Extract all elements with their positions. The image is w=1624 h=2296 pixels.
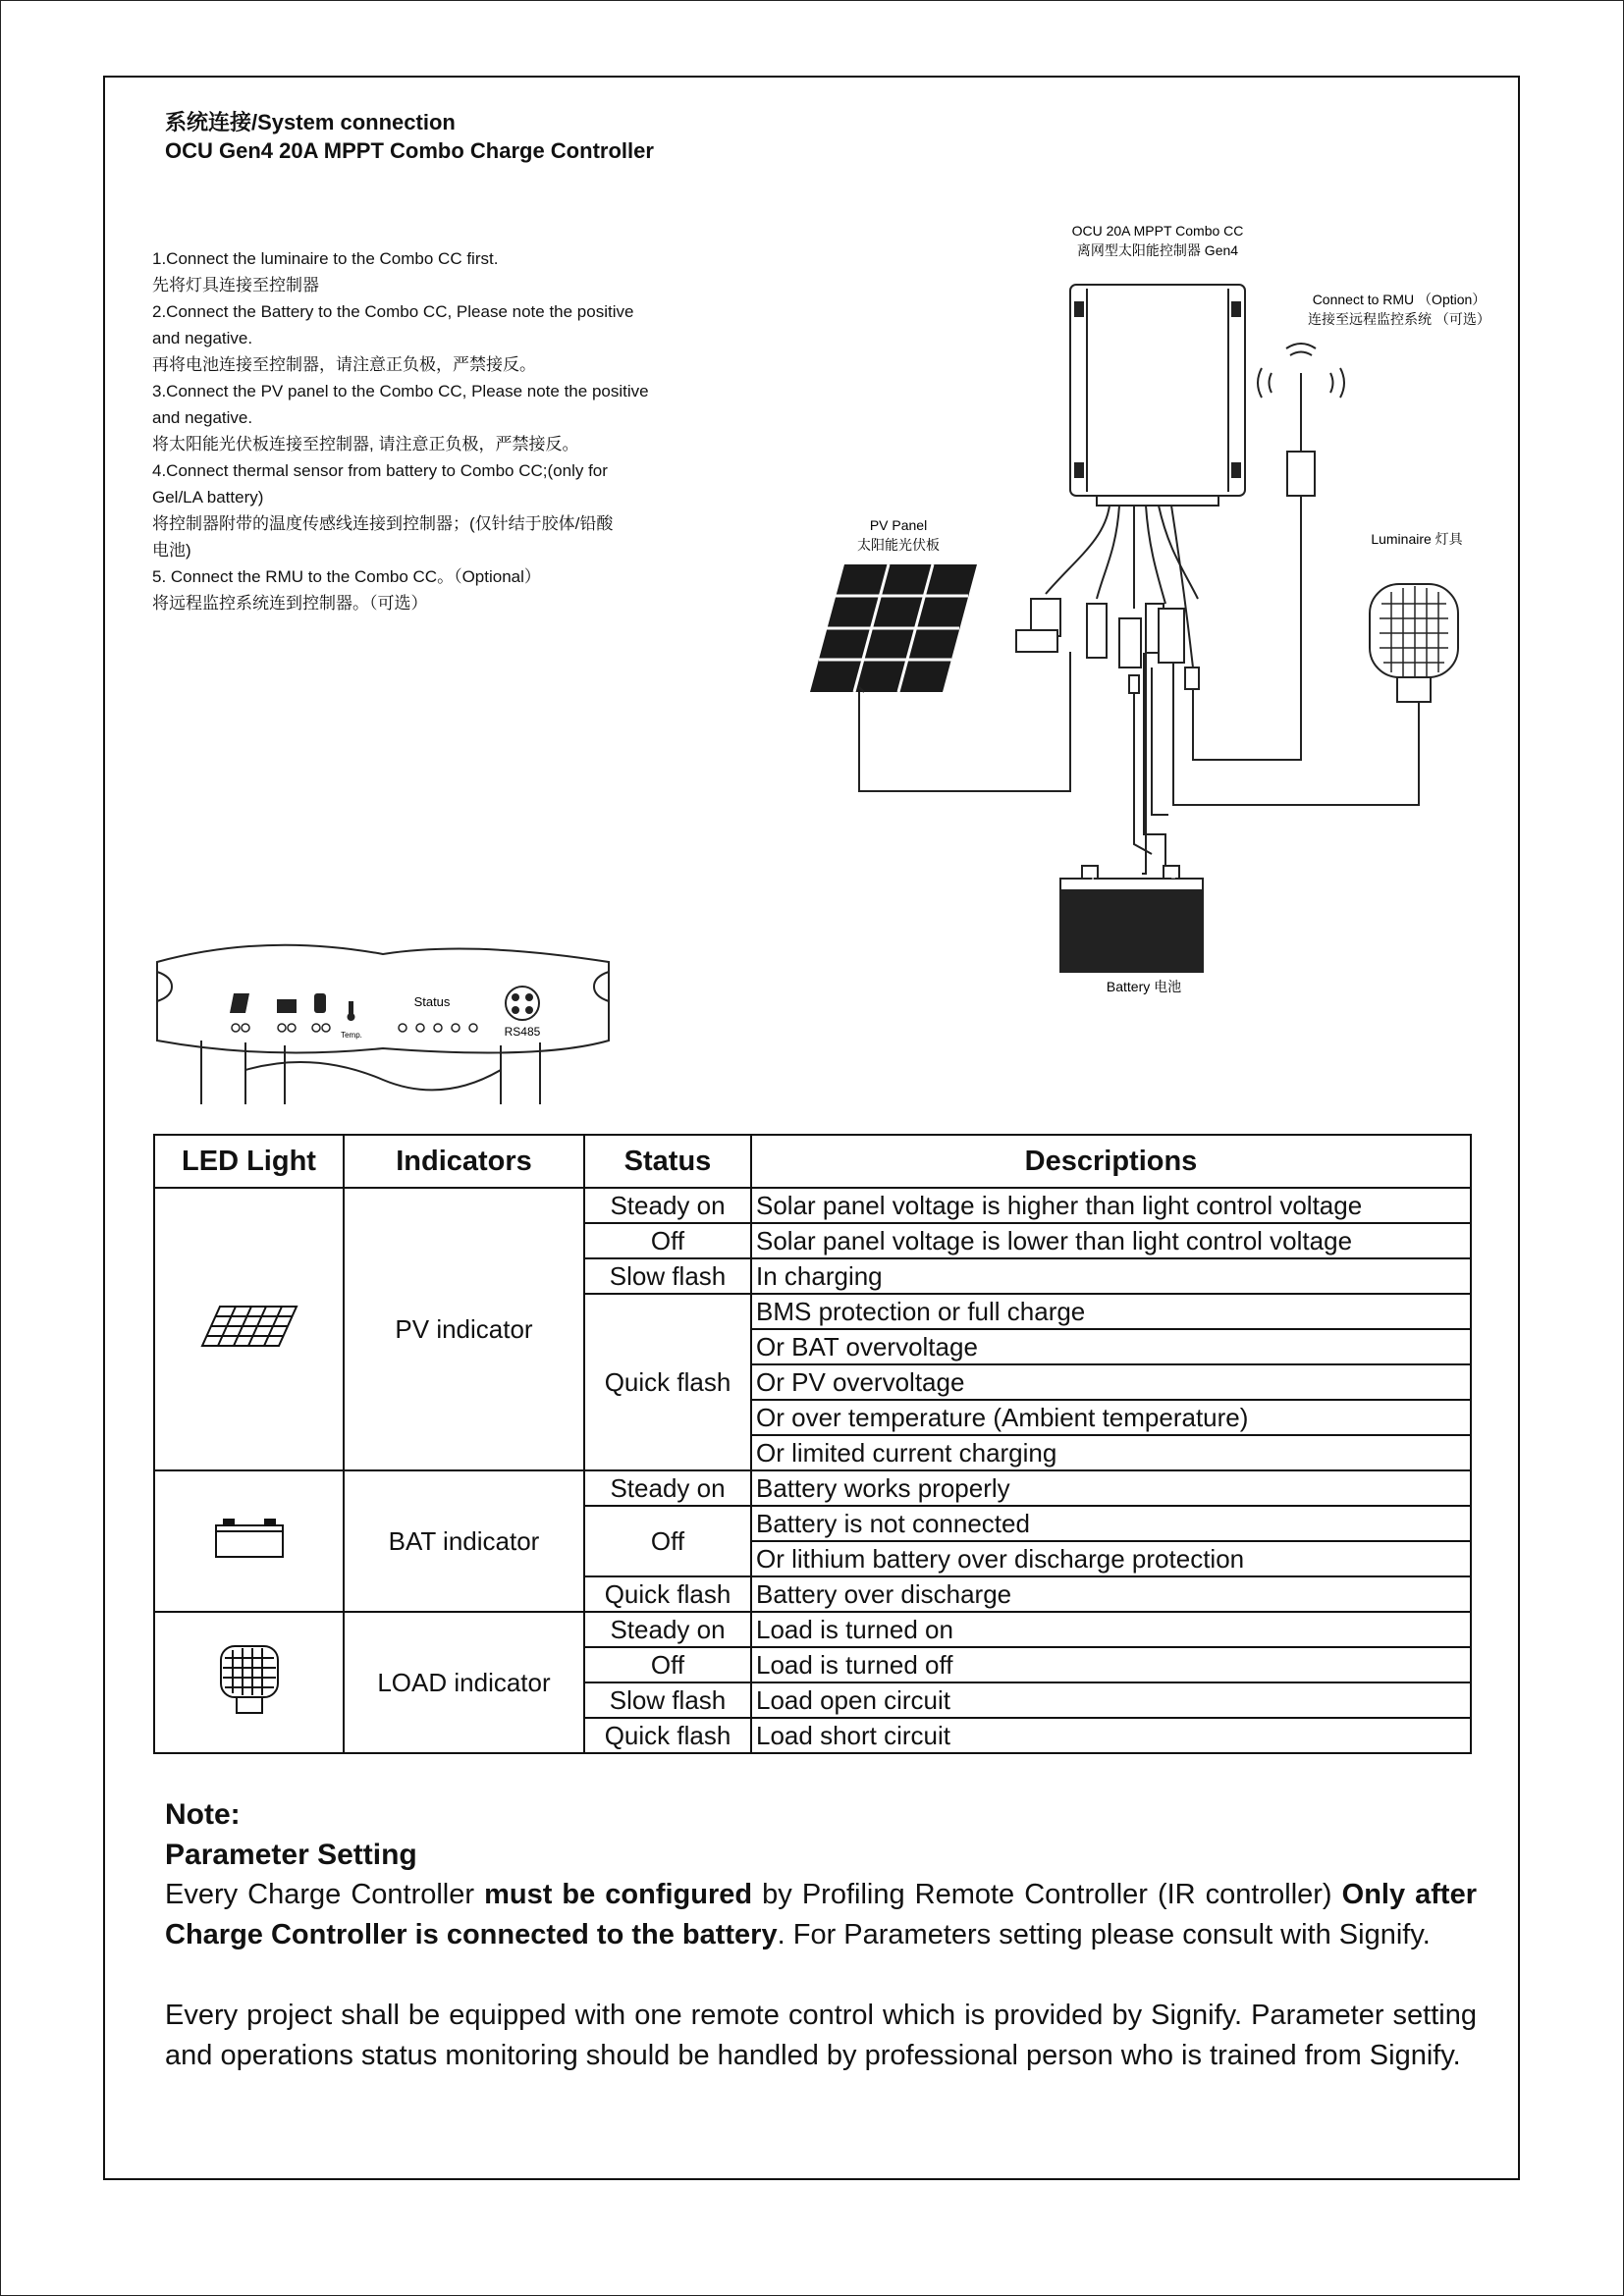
status-cell: Off	[584, 1647, 751, 1682]
header-status: Status	[584, 1135, 751, 1188]
bat-led-cell	[154, 1470, 344, 1612]
header-led-light: LED Light	[154, 1135, 344, 1188]
connection-steps	[152, 245, 781, 616]
description-cell: Load is turned on	[751, 1612, 1471, 1647]
front-panel-drawing	[147, 933, 619, 1119]
step-line: and negative.	[152, 408, 253, 427]
status-cell: Steady on	[584, 1470, 751, 1506]
step-line: 将远程监控系统连到控制器。（可选）	[152, 594, 428, 613]
pv-led-cell	[154, 1188, 344, 1470]
parameter-setting-heading: Parameter Setting	[165, 1839, 417, 1871]
step-line: Gel/LA battery)	[152, 488, 264, 507]
load-led-cell	[154, 1612, 344, 1753]
system-connection-diagram	[781, 206, 1488, 1021]
rmu-antenna-icon	[1258, 344, 1344, 496]
battery-icon	[214, 1518, 285, 1559]
p1-bold-battery: Only after Charge Controller is connected to the battery	[165, 1879, 1477, 1950]
paragraph-gap	[165, 1955, 1477, 1996]
controller-icon	[1070, 285, 1245, 506]
header-descriptions: Descriptions	[751, 1135, 1471, 1188]
description-cell: Or BAT overvoltage	[751, 1329, 1471, 1364]
step-line: and negative.	[152, 329, 253, 347]
pv-label-cn: 太阳能光伏板	[857, 537, 940, 553]
step-line: 1.Connect the luminaire to the Combo CC first.	[152, 249, 499, 268]
step-line: 再将电池连接至控制器，请注意正负极，严禁接反。	[152, 355, 536, 374]
rmu-label-en: Connect to RMU （Option）	[1312, 292, 1487, 307]
step-line: 先将灯具连接至控制器	[152, 276, 319, 294]
solar-panel-icon	[200, 1305, 298, 1348]
battery-icon	[1060, 866, 1203, 972]
description-cell: Or PV overvoltage	[751, 1364, 1471, 1400]
step-line: 将控制器附带的温度传感线连接到控制器；(仅针结于胶体/铅酸	[152, 514, 614, 533]
pv-label-en: PV Panel	[869, 517, 928, 533]
lamp-icon	[215, 1642, 284, 1717]
description-cell: Or lithium battery over discharge protection	[751, 1541, 1471, 1576]
description-cell: Or over temperature (Ambient temperature)	[751, 1400, 1471, 1435]
controller-front-panel	[147, 933, 619, 1119]
battery-plus: +	[1088, 869, 1098, 885]
header-indicators: Indicators	[344, 1135, 584, 1188]
description-cell: Solar panel voltage is higher than light control voltage	[751, 1188, 1471, 1223]
status-cell: Quick flash	[584, 1718, 751, 1753]
description-cell: Or limited current charging	[751, 1435, 1471, 1470]
status-cell: Off	[584, 1506, 751, 1576]
p1-text-a: Every Charge Controller	[165, 1879, 485, 1910]
battery-icon	[277, 999, 297, 1013]
description-cell: Battery over discharge	[751, 1576, 1471, 1612]
p1-bold-configured: must be configured	[484, 1879, 753, 1910]
parameter-setting-paragraph	[165, 1875, 1477, 1955]
connectors	[1016, 599, 1199, 693]
step-line: 电池)	[152, 541, 191, 560]
panel-status-label: Status	[413, 994, 451, 1009]
description-cell: In charging	[751, 1258, 1471, 1294]
remote-control-paragraph: Every project shall be equipped with one remote control which is provided by Signify. Parameter setting and operations status monitoring should be handled by professional person who is trained from Signify.	[165, 2000, 1477, 2071]
description-cell: BMS protection or full charge	[751, 1294, 1471, 1329]
step-line: 3.Connect the PV panel to the Combo CC, Please note the positive	[152, 382, 649, 400]
description-cell: Load short circuit	[751, 1718, 1471, 1753]
luminaire-label: Luminaire 灯具	[1371, 531, 1463, 547]
status-cell: Slow flash	[584, 1682, 751, 1718]
luminaire-icon	[1370, 584, 1458, 702]
note-heading: Note:	[165, 1798, 241, 1831]
step-line: 2.Connect the Battery to the Combo CC, Please note the positive	[152, 302, 634, 321]
bat-indicator-label: BAT indicator	[344, 1470, 584, 1612]
description-cell: Battery works properly	[751, 1470, 1471, 1506]
description-cell: Solar panel voltage is lower than light control voltage	[751, 1223, 1471, 1258]
description-cell: Load is turned off	[751, 1647, 1471, 1682]
title-system-connection: 系统连接/System connection	[165, 110, 456, 134]
description-cell: Battery is not connected	[751, 1506, 1471, 1541]
battery-label: Battery 电池	[1106, 979, 1182, 994]
description-cell: Load open circuit	[751, 1682, 1471, 1718]
led-indicator-table	[153, 1134, 1472, 1754]
table-row	[154, 1470, 1471, 1506]
load-indicator-label: LOAD indicator	[344, 1612, 584, 1753]
step-line: 将太阳能光伏板连接至控制器, 请注意正负极，严禁接反。	[152, 435, 579, 454]
panel-rs485-label: RS485	[504, 1025, 541, 1039]
table-header-row	[154, 1135, 1471, 1188]
table-row	[154, 1188, 1471, 1223]
step-line: 4.Connect thermal sensor from battery to Combo CC;(only for	[152, 461, 608, 480]
pv-panel-icon	[810, 564, 977, 692]
wiring-diagram	[781, 206, 1488, 1021]
step-line: 5. Connect the RMU to the Combo CC。（Optional）	[152, 567, 541, 586]
status-cell: Slow flash	[584, 1258, 751, 1294]
status-cell: Quick flash	[584, 1576, 751, 1612]
p1-text-e: . For Parameters setting please consult with Signify.	[777, 1919, 1431, 1950]
status-cell: Off	[584, 1223, 751, 1258]
rmu-label-cn: 连接至远程监控系统 （可选）	[1308, 311, 1488, 327]
table-row	[154, 1612, 1471, 1647]
title-product: OCU Gen4 20A MPPT Combo Charge Controller	[165, 138, 654, 163]
lamp-icon	[314, 993, 326, 1013]
status-cell: Quick flash	[584, 1294, 751, 1470]
thermometer-icon	[349, 1001, 353, 1015]
pv-indicator-label: PV indicator	[344, 1188, 584, 1470]
panel-temp-label: Temp.	[341, 1031, 362, 1040]
notes-section	[165, 1794, 1477, 2076]
controller-label-en: OCU 20A MPPT Combo CC	[1071, 223, 1244, 239]
p1-text-c: by Profiling Remote Controller (IR controller)	[752, 1879, 1342, 1910]
status-cell: Steady on	[584, 1188, 751, 1223]
status-cell: Steady on	[584, 1612, 751, 1647]
rs485-port-icon	[506, 987, 539, 1020]
controller-label-cn: 离网型太阳能控制器 Gen4	[1076, 242, 1239, 258]
battery-minus: -	[1170, 869, 1176, 885]
